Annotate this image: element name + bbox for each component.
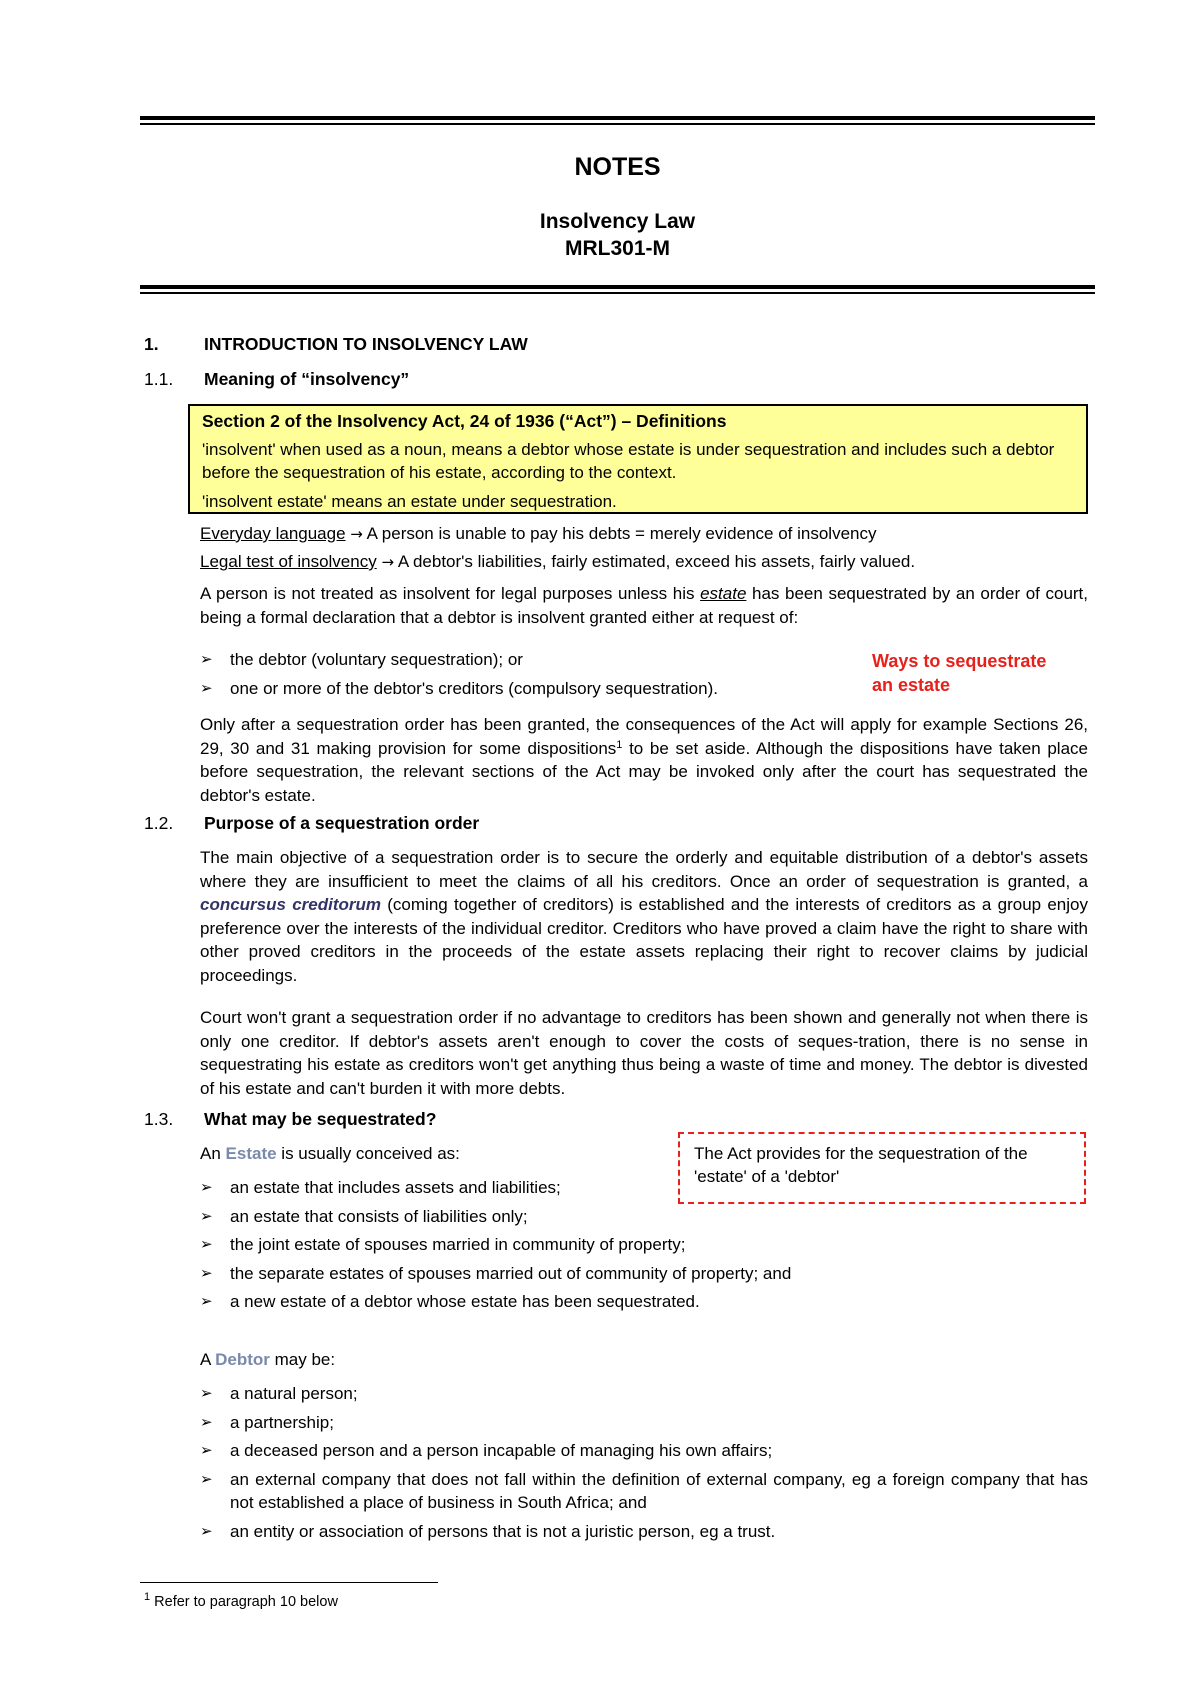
footnote-text: Refer to paragraph 10 below <box>150 1594 338 1610</box>
list-item-text: an estate that consists of liabilities only; <box>230 1206 528 1226</box>
footnote-reference[interactable]: 1 <box>616 738 623 751</box>
right-arrow-icon: → <box>381 553 395 571</box>
heading-text: INTRODUCTION TO INSOLVENCY LAW <box>204 334 528 354</box>
heading-number: 1.2. <box>144 813 174 833</box>
paragraph-court-advantage: Court won't grant a sequestration order if no advantage to creditors has been shown and generally not when there is only one creditor. If debtor's assets aren't enough to cover the costs of seques-tration, there is no sense in sequestrating his estate as creditors won't get anything thus being a waste of time and money. The debtor is divested of his estate and can't burden it with more debts. <box>200 1008 1088 1098</box>
list-item <box>200 1411 1088 1435</box>
arrow-bullet-icon: ➢ <box>200 1441 213 1459</box>
legal-test-text: A debtor's liabilities, fairly estimated, exceed his assets, fairly valued. <box>397 552 916 571</box>
list-item <box>200 1520 1088 1544</box>
intro-text: may be: <box>269 1350 336 1369</box>
paragraph-purpose <box>200 846 1088 987</box>
heading-text: What may be sequestrated? <box>204 1109 437 1129</box>
definition-box-title: Section 2 of the Insolvency Act, 24 of 1936 (“Act”) – Definitions <box>202 411 727 431</box>
heading-1-2 <box>144 812 479 836</box>
paragraph-text: Only after a sequestration order has been granted, the consequences of the Act will apply for example Sections 26, 29, 30 and 31 making provision for some dispositions <box>200 715 1088 758</box>
list-item-text: an external company that does not fall within the definition of external company, eg a foreign company that has not established a place of business in South Africa; and <box>230 1469 1088 1512</box>
list-item <box>200 1468 1088 1515</box>
arrow-bullet-icon: ➢ <box>200 1263 213 1282</box>
arrow-bullet-icon: ➢ <box>200 678 213 697</box>
list-item-text: one or more of the debtor's creditors (compulsory sequestration). <box>230 678 718 698</box>
side-note-line: Ways to sequestrate <box>872 651 1047 671</box>
arrow-bullet-icon: ➢ <box>200 650 213 668</box>
arrow-bullet-icon: ➢ <box>200 1206 213 1225</box>
everyday-language-line <box>200 522 1088 547</box>
paragraph-text: to be set aside. Although the dispositions have taken place before sequestration, the relevant sections of the Act may be invoked only after the court has sequestrated the debtor's estate. <box>200 738 1088 805</box>
list-item <box>200 1176 1088 1200</box>
act-provision-note: The Act provides for the sequestration of the 'estate' of a 'debtor' <box>678 1132 1086 1204</box>
arrow-bullet-icon: ➢ <box>200 1384 213 1402</box>
paragraph-sequestration-request <box>200 582 1088 629</box>
paragraph-consequences <box>200 713 1088 807</box>
arrow-bullet-icon: ➢ <box>200 1521 213 1540</box>
legal-test-label: Legal test of insolvency <box>200 552 377 571</box>
heading-1-3 <box>144 1108 436 1132</box>
list-item-text: a deceased person and a person incapable of managing his own affairs; <box>230 1441 773 1460</box>
definition-insolvent-estate: 'insolvent estate' means an estate under sequestration. <box>202 491 617 511</box>
list-item <box>200 1382 1088 1406</box>
definition-insolvent: 'insolvent' when used as a noun, means a debtor whose estate is under sequestration and includes such a debtor before the sequestration of his estate, according to the context. <box>202 439 1055 482</box>
top-double-rule <box>140 116 1095 125</box>
everyday-language-label: Everyday language <box>200 524 346 543</box>
everyday-language-text: A person is unable to pay his debts = merely evidence of insolvency <box>366 524 877 543</box>
course-code: MRL301-M <box>564 237 670 260</box>
heading-1-1 <box>144 368 409 392</box>
list-item-text: the joint estate of spouses married in community of property; <box>230 1235 686 1254</box>
list-item-text: a new estate of a debtor whose estate has been sequestrated. <box>230 1292 700 1311</box>
heading-number: 1. <box>144 334 159 354</box>
keyword-debtor: Debtor <box>215 1350 270 1369</box>
paragraph-text: (coming together of creditors) is established and the interests of creditors as a group enjoy preference over the interests of the individual creditor. Creditors who have proved a claim have the right to share with other proved creditors in the proceeds of the estate assets replacing their right to recover claims by judicial proceedings. <box>200 895 1088 985</box>
list-item-text: a natural person; <box>230 1384 358 1403</box>
legal-test-line <box>200 550 1088 575</box>
list-item <box>200 1205 1088 1229</box>
header-bottom-double-rule <box>140 285 1095 294</box>
intro-text: is usually conceived as: <box>276 1144 460 1163</box>
arrow-bullet-icon: ➢ <box>200 1412 213 1431</box>
heading-number: 1.3. <box>144 1109 174 1129</box>
list-item <box>200 1233 1088 1257</box>
list-item <box>200 1439 1088 1463</box>
heading-number: 1.1. <box>144 369 174 389</box>
side-note-line: an estate <box>872 675 951 695</box>
heading-section-1 <box>144 333 528 357</box>
arrow-bullet-icon: ➢ <box>200 1292 213 1310</box>
list-item-text: a partnership; <box>230 1412 334 1432</box>
list-item-text: an estate that includes assets and liabilities; <box>230 1178 561 1197</box>
keyword-estate: Estate <box>225 1144 277 1163</box>
right-arrow-icon: → <box>350 525 363 543</box>
document-title: NOTES <box>574 153 661 181</box>
list-item <box>200 1290 1088 1314</box>
list-item-text: the debtor (voluntary sequestration); or <box>230 650 523 669</box>
paragraph-text: The main objective of a sequestration order is to secure the orderly and equitable distribution of a debtor's assets where they are insufficient to meet the claims of all his creditors. Once an order of sequestration is granted, a <box>200 848 1088 891</box>
intro-text: An <box>200 1144 226 1163</box>
footnote-separator <box>140 1582 438 1583</box>
estate-types-list <box>200 1176 1088 1319</box>
list-item <box>200 1262 1088 1286</box>
arrow-bullet-icon: ➢ <box>200 1178 213 1196</box>
emphasis-concursus: concursus creditorum <box>200 895 382 914</box>
intro-text: A <box>200 1350 216 1369</box>
paragraph-text: has been sequestrated by an order of court, being a formal declaration that a debtor is insolvent granted either at request of: <box>200 584 1089 627</box>
list-item-text: the separate estates of spouses married out of community of property; and <box>230 1263 792 1283</box>
heading-text: Purpose of a sequestration order <box>204 813 480 833</box>
debtor-intro <box>200 1348 1088 1372</box>
debtor-types-list <box>200 1382 1088 1548</box>
emphasis-estate: estate <box>700 584 747 603</box>
arrow-bullet-icon: ➢ <box>200 1235 213 1253</box>
list-item-text: an entity or association of persons that is not a juristic person, eg a trust. <box>230 1521 776 1541</box>
footnote-mark: 1 <box>144 1591 151 1603</box>
arrow-bullet-icon: ➢ <box>200 1469 213 1488</box>
course-name: Insolvency Law <box>539 210 696 233</box>
footnote <box>144 1593 338 1611</box>
definition-box <box>188 404 1088 514</box>
paragraph-text: A person is not treated as insolvent for legal purposes unless his <box>200 584 701 603</box>
side-note-ways <box>872 649 1046 697</box>
heading-text: Meaning of “insolvency” <box>204 369 410 389</box>
